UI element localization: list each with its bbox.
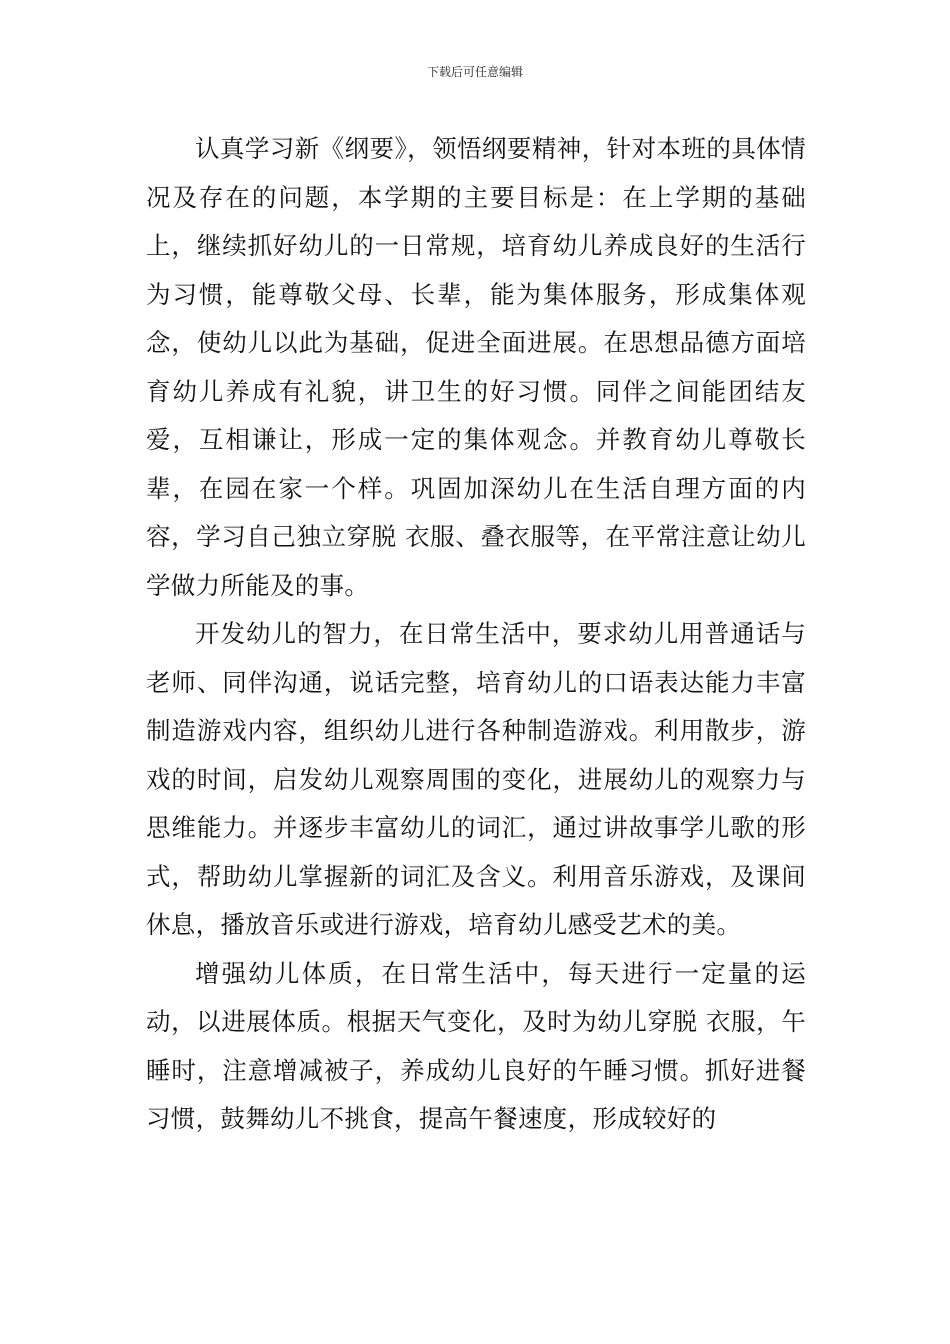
paragraph-3: 增强幼儿体质，在日常生活中，每天进行一定量的运动，以进展体质。根据天气变化，及时为幼儿穿脱 衣服，午睡时，注意增减被子，养成幼儿良好的午睡习惯。抓好进餐习惯，鼓舞幼儿不挑食，提高午餐速度，形成较好的 bbox=[146, 958, 806, 1133]
paragraph-1: 认真学习新《纲要》，领悟纲要精神，针对本班的具体情况及存在的问题，本学期的主要目标是：在上学期的基础上，继续抓好幼儿的一日常规，培育幼儿养成良好的生活行为习惯，能尊敬父母、长辈，能为集体服务，形成集体观念，使幼儿以此为基础，促进全面进展。在思想品德方面培育幼儿养成有礼貌，讲卫生的好习惯。同伴之间能团结友爱，互相谦让，形成一定的集体观念。并教育幼儿尊敬长辈，在园在家一个样。巩固加深幼儿在生活自理方面的内容，学习自己独立穿脱 衣服、叠衣服等，在平常注意让幼儿学做力所能及的事。 bbox=[146, 134, 806, 600]
document-body bbox=[146, 125, 806, 1144]
paragraph-2: 开发幼儿的智力，在日常生活中，要求幼儿用普通话与老师、同伴沟通，说话完整，培育幼儿的口语表达能力丰富制造游戏内容，组织幼儿进行各种制造游戏。利用散步，游戏的时间，启发幼儿观察周围的变化，进展幼儿的观察力与思维能力。并逐步丰富幼儿的词汇，通过讲故事学儿歌的形式，帮助幼儿掌握新的词汇及含义。利用音乐游戏，及课间休息，播放音乐或进行游戏，培育幼儿感受艺术的美。 bbox=[146, 619, 806, 939]
page-header: 下载后可任意编辑 bbox=[426, 65, 523, 79]
